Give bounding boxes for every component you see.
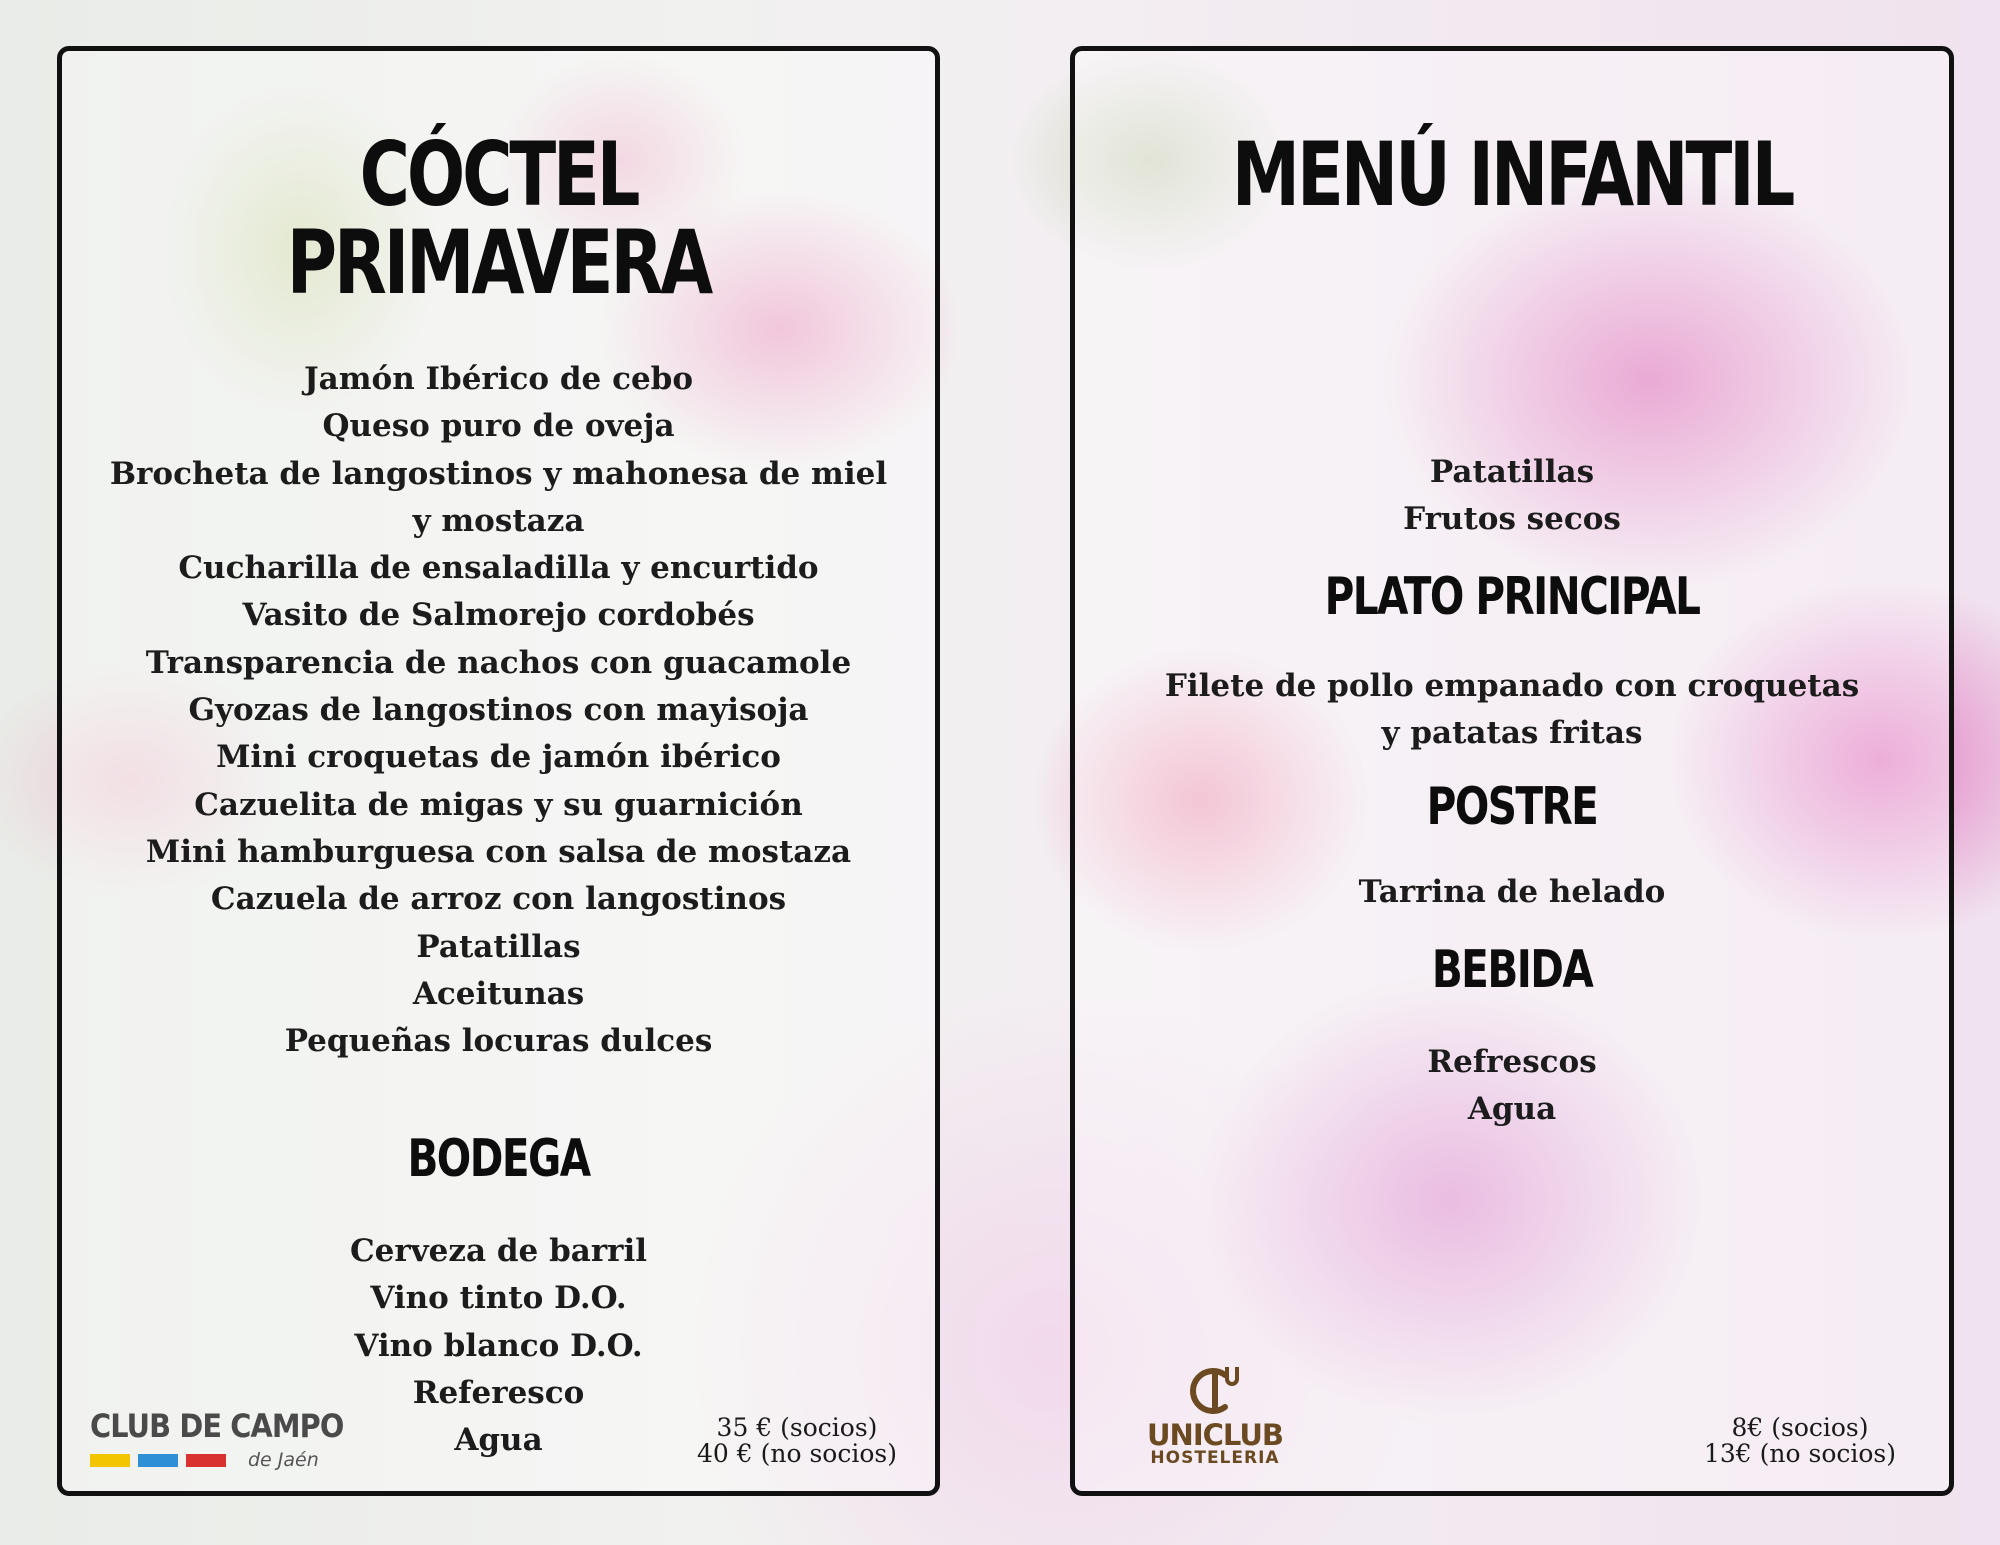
- menu-item: Vino tinto D.O.: [370, 1280, 627, 1317]
- menu-item: Patatillas: [1429, 454, 1595, 490]
- bodega-title: BODEGA: [407, 1129, 590, 1189]
- uniclub-logo: [1145, 1361, 1285, 1467]
- menu-item: y mostaza: [412, 502, 585, 539]
- menu-item: Jamón Ibérico de cebo: [303, 361, 694, 397]
- menu-item: y patatas fritas: [1381, 715, 1643, 752]
- infantil-price-non-members: 13€ (no socios): [1703, 1439, 1897, 1468]
- club-de-campo-logo-name: CLUB DE CAMPO: [90, 1407, 344, 1445]
- menu-item: Aceitunas: [412, 975, 585, 1012]
- menu-item: Frutos secos: [1403, 501, 1621, 538]
- dessert-items-list: [1075, 869, 1949, 916]
- logo-bar-red: [186, 1454, 226, 1467]
- menu-item: Brocheta de langostinos y mahonesa de miel: [109, 455, 888, 492]
- postre-title: POSTRE: [1426, 777, 1598, 837]
- main-items-list: [1075, 663, 1949, 758]
- menu-item: Patatillas: [416, 928, 581, 965]
- menu-item: Queso puro de oveja: [322, 408, 675, 445]
- menu-item: Gyozas de langostinos con mayisoja: [188, 692, 809, 729]
- club-de-campo-logo-sub: de Jaén: [248, 1449, 319, 1471]
- infantil-price-members: 8€ (socios): [1731, 1413, 1869, 1442]
- logo-bar-yellow: [90, 1454, 130, 1467]
- club-de-campo-logo: [90, 1409, 372, 1471]
- menu-item: Transparencia de nachos con guacamole: [145, 644, 852, 681]
- menu-item: Cazuela de arroz con langostinos: [210, 881, 787, 918]
- menu-item: Mini hamburguesa con salsa de mostaza: [145, 833, 852, 870]
- menu-item: Pequeñas locuras dulces: [284, 1023, 713, 1060]
- menu-item: Referesco: [412, 1374, 585, 1411]
- uniclub-logo-sub: HOSTELERIA: [1150, 1448, 1280, 1468]
- menu-item: Mini croquetas de jamón ibérico: [216, 739, 781, 776]
- menu-item: Cucharilla de ensaladilla y encurtido: [178, 550, 819, 587]
- coctel-price-members: 35 € (socios): [716, 1413, 878, 1442]
- menu-item: Refrescos: [1427, 1044, 1597, 1080]
- menu-infantil-title: MENÚ INFANTIL: [1231, 123, 1793, 226]
- coctel-price: [672, 1415, 922, 1467]
- menu-item: Agua: [454, 1422, 543, 1459]
- menu-item: Cerveza de barril: [349, 1233, 648, 1269]
- bebida-title: BEBIDA: [1431, 940, 1593, 1000]
- drinks-items-list: [1075, 1039, 1949, 1134]
- starter-items-list: [1075, 449, 1949, 544]
- menu-item: Filete de pollo empanado con croquetas: [1164, 668, 1860, 704]
- uniclub-logo-name: UNICLUB: [1147, 1418, 1283, 1452]
- menu-infantil-panel: [1070, 46, 1954, 1496]
- menu-item: Tarrina de helado: [1358, 874, 1666, 910]
- infantil-price: [1675, 1415, 1925, 1467]
- coctel-items-list: [62, 356, 935, 1065]
- plato-principal-title: PLATO PRINCIPAL: [1324, 567, 1700, 627]
- menu-item: Cazuelita de migas y su guarnición: [194, 786, 803, 823]
- coctel-price-non-members: 40 € (no socios): [697, 1439, 897, 1468]
- uniclub-mark-icon: [1185, 1361, 1245, 1421]
- logo-bar-blue: [138, 1454, 178, 1467]
- coctel-title: CÓCTEL PRIMAVERA: [286, 123, 711, 314]
- menu-item: Vino blanco D.O.: [354, 1327, 643, 1364]
- menu-item: Agua: [1467, 1091, 1557, 1128]
- coctel-menu-panel: [57, 46, 940, 1496]
- menu-item: Vasito de Salmorejo cordobés: [242, 597, 755, 634]
